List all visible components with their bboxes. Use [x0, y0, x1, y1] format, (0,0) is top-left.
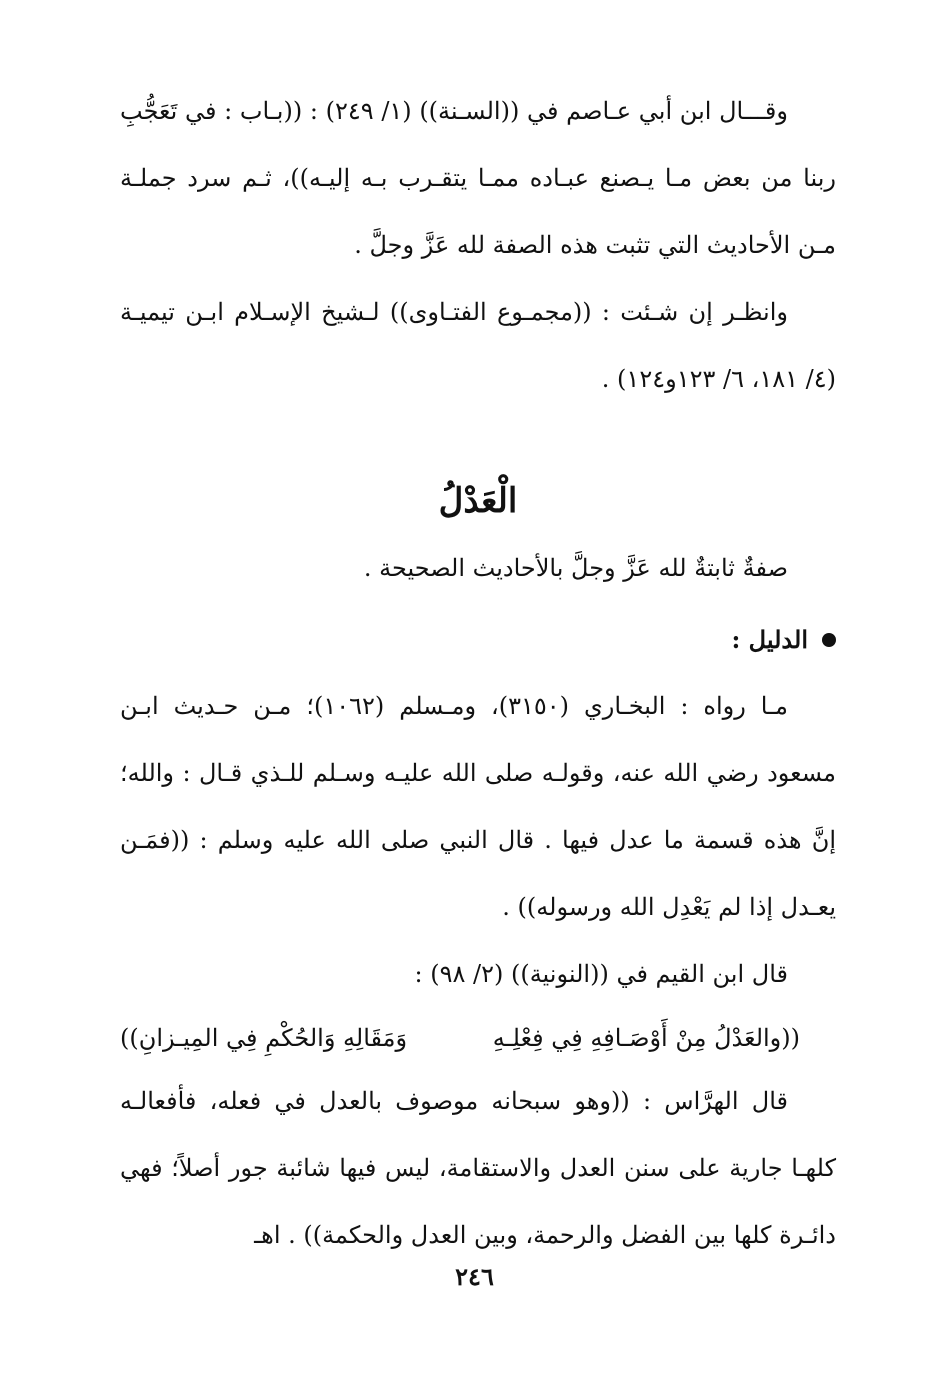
- verse-second-half: وَمَقَالِهِ وَالحُكْمِ فِي المِيـزانِ)): [120, 1024, 408, 1052]
- page-body: [120, 78, 836, 1269]
- bullet-icon: [822, 633, 836, 647]
- paragraph-ibn-abi-asim: وقـــال ابن أبي عـاصم في ((السـنة)) (١/ ٢٤٩) : ((بـاب : في تَعَجُّبِ ربنا من بعض مـا يـصنع عبـاده ممـا يتقـرب بـه إليـه))، ثـم سرد جملـة مـن الأحاديث التي تثبت هذه الصفة لله عَزَّ وجلَّ .: [120, 97, 836, 259]
- verse-first-half: ((والعَدْلُ مِنْ أَوْصَـافِهِ فِي فِعْلِـهِ: [492, 1024, 800, 1052]
- section-heading: الْعَدْلُ: [438, 481, 518, 521]
- evidence-bullet: [120, 606, 836, 673]
- ibn-qayyim-intro: قال ابن القيم في ((النونية)) (٢/ ٩٨) :: [414, 960, 788, 988]
- definition-text: صفةٌ ثابتةٌ لله عَزَّ وجلَّ بالأحاديث الصحيحة .: [363, 554, 788, 582]
- harras-quote: قال الهرَّاس : ((وهو سبحانه موصوف بالعدل في فعله، فأفعالـه كلهـا جارية على سنن العدل والاستقامة، ليس فيها شائبة جور أصلاً؛ فهي دائـرة كلها بين الفضل والرحمة، وبين العدل والحكمة)) . اهـ: [120, 1087, 836, 1249]
- page-number: ٢٤٦: [455, 1262, 494, 1291]
- evidence-paragraph: مـا رواه : البخـاري (٣١٥٠)، ومـسلم (١٠٦٢)؛ مـن حـديث ابـن مسعود رضي الله عنه، وقولـه صلى الله عليـه وسـلم للـذي قـال : والله؛ إنَّ هذه قسمة ما عدل فيها . قال النبي صلى الله عليه وسلم : ((فمَـن يعـدل إذا لم يَعْدِل الله ورسوله)) .: [120, 692, 836, 921]
- paragraph-majmu-fatawa: وانظـر إن شـئت : ((مجمـوع الفتـاوى)) لـشيخ الإسـلام ابـن تيميـة (٤/ ١٨١، ٦/ ١٢٣و١٢٤) .: [120, 298, 836, 393]
- poem-verse: [120, 1008, 836, 1068]
- bullet-label: الدليل :: [731, 625, 808, 654]
